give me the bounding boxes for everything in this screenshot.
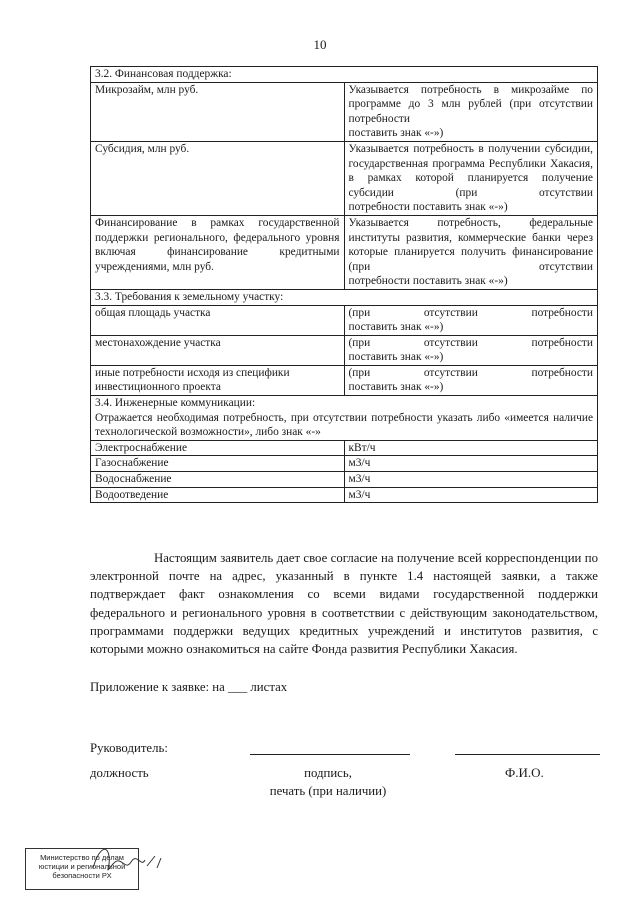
section-title-financial: 3.2. Финансовая поддержка:: [91, 67, 598, 83]
description-text-end: поставить знак «-»): [348, 321, 444, 334]
signature-caption-line2: печать (при наличии): [269, 784, 387, 798]
table-row: [91, 335, 598, 365]
description-text-end: потребности поставить знак «-»): [348, 275, 508, 288]
table-row: [91, 305, 598, 335]
utility-label: Электроснабжение: [91, 440, 345, 456]
handwritten-signature-icon: [85, 838, 165, 883]
page-number: 10: [313, 37, 327, 52]
table-row: [91, 82, 598, 141]
appendix-line: Приложение к заявке: на ___ листах: [90, 680, 288, 694]
row-description: [344, 305, 598, 335]
description-text-end: поставить знак «-»): [348, 127, 444, 140]
row-description: [344, 215, 598, 289]
section-header-row: [91, 67, 598, 83]
table-row: [91, 365, 598, 395]
row-label: Микрозайм, млн руб.: [91, 82, 345, 141]
name-label: Ф.И.О.: [505, 765, 544, 780]
table-row: [91, 440, 598, 456]
description-text: Указывается потребность в микрозайме по программе до 3 млн рублей (при отсутствии потребности: [348, 83, 593, 125]
row-label: Субсидия, млн руб.: [91, 141, 345, 215]
utility-unit: кВт/ч: [344, 440, 598, 456]
utility-unit: м3/ч: [344, 472, 598, 488]
row-description: [344, 82, 598, 141]
description-text: Указывается потребность в получении субсидии, государственная программа Республики Хакасия, в рамках которой планируется получение субсидии (при отсутствии: [348, 142, 593, 199]
description-text-end: поставить знак «-»): [348, 351, 444, 364]
position-label: должность: [90, 766, 149, 780]
name-line: [455, 754, 600, 755]
description-text: (при отсутствии потребности: [348, 336, 593, 349]
table-row: [91, 472, 598, 488]
row-description: [344, 141, 598, 215]
description-text-end: поставить знак «-»): [348, 381, 444, 394]
application-table: [90, 66, 598, 503]
head-label: Руководитель:: [90, 741, 168, 755]
section-header-row: [91, 289, 598, 305]
table-row: [91, 456, 598, 472]
signature-caption: [248, 764, 408, 800]
description-text-end: потребности поставить знак «-»): [348, 201, 508, 214]
table-row: [91, 215, 598, 289]
section-utilities-cell: [91, 396, 598, 441]
section-header-row: [91, 396, 598, 441]
row-label: иные потребности исходя из специфики инвестиционного проекта: [91, 365, 345, 395]
row-description: [344, 335, 598, 365]
row-label: Финансирование в рамках государственной поддержки регионального, федерального уровня включая финансирование кредитными учреждениями, млн руб.: [91, 215, 345, 289]
consent-paragraph: Настоящим заявитель дает свое согласие на получение всей корреспонденции по электронной почте на адрес, указанный в пункте 1.4 настоящей заявки, а также подтверждает факт ознакомления со всеми видами государственной поддержки федерального и регионального уровня в соответствии с действующим законодательством, программами поддержки ведущих кредитных учреждений и институтов развития, с которыми можно ознакомиться на сайте Фонда развития Республики Хакасия.: [90, 551, 598, 657]
stamp-line1: Министерство по делам: [40, 853, 124, 862]
stamp-line2: юстиции и региональной: [38, 862, 126, 871]
utility-label: Водоснабжение: [91, 472, 345, 488]
utility-unit: м3/ч: [344, 456, 598, 472]
signature-caption-line1: подпись,: [304, 766, 352, 780]
description-text: (при отсутствии потребности: [348, 366, 593, 379]
row-description: [344, 365, 598, 395]
description-text: Указывается потребность, федеральные институты развития, коммерческие банки через которые планируется получить финансирование (при отсутствии: [348, 216, 593, 273]
section-title-land: 3.3. Требования к земельному участку:: [91, 289, 598, 305]
section-title-utilities: 3.4. Инженерные коммуникации:: [95, 397, 256, 410]
utilities-note: Отражается необходимая потребность, при отсутствии потребности указать либо «имеется наличие технологической возможности», либо знак «-»: [95, 411, 593, 439]
stamp-line3: безопасности РХ: [52, 871, 112, 880]
table-row: [91, 487, 598, 503]
row-label: общая площадь участка: [91, 305, 345, 335]
utility-label: Газоснабжение: [91, 456, 345, 472]
signature-line: [250, 754, 410, 755]
utility-unit: м3/ч: [344, 487, 598, 503]
table-row: [91, 141, 598, 215]
utility-label: Водоотведение: [91, 487, 345, 503]
description-text: (при отсутствии потребности: [348, 306, 593, 319]
row-label: местонахождение участка: [91, 335, 345, 365]
